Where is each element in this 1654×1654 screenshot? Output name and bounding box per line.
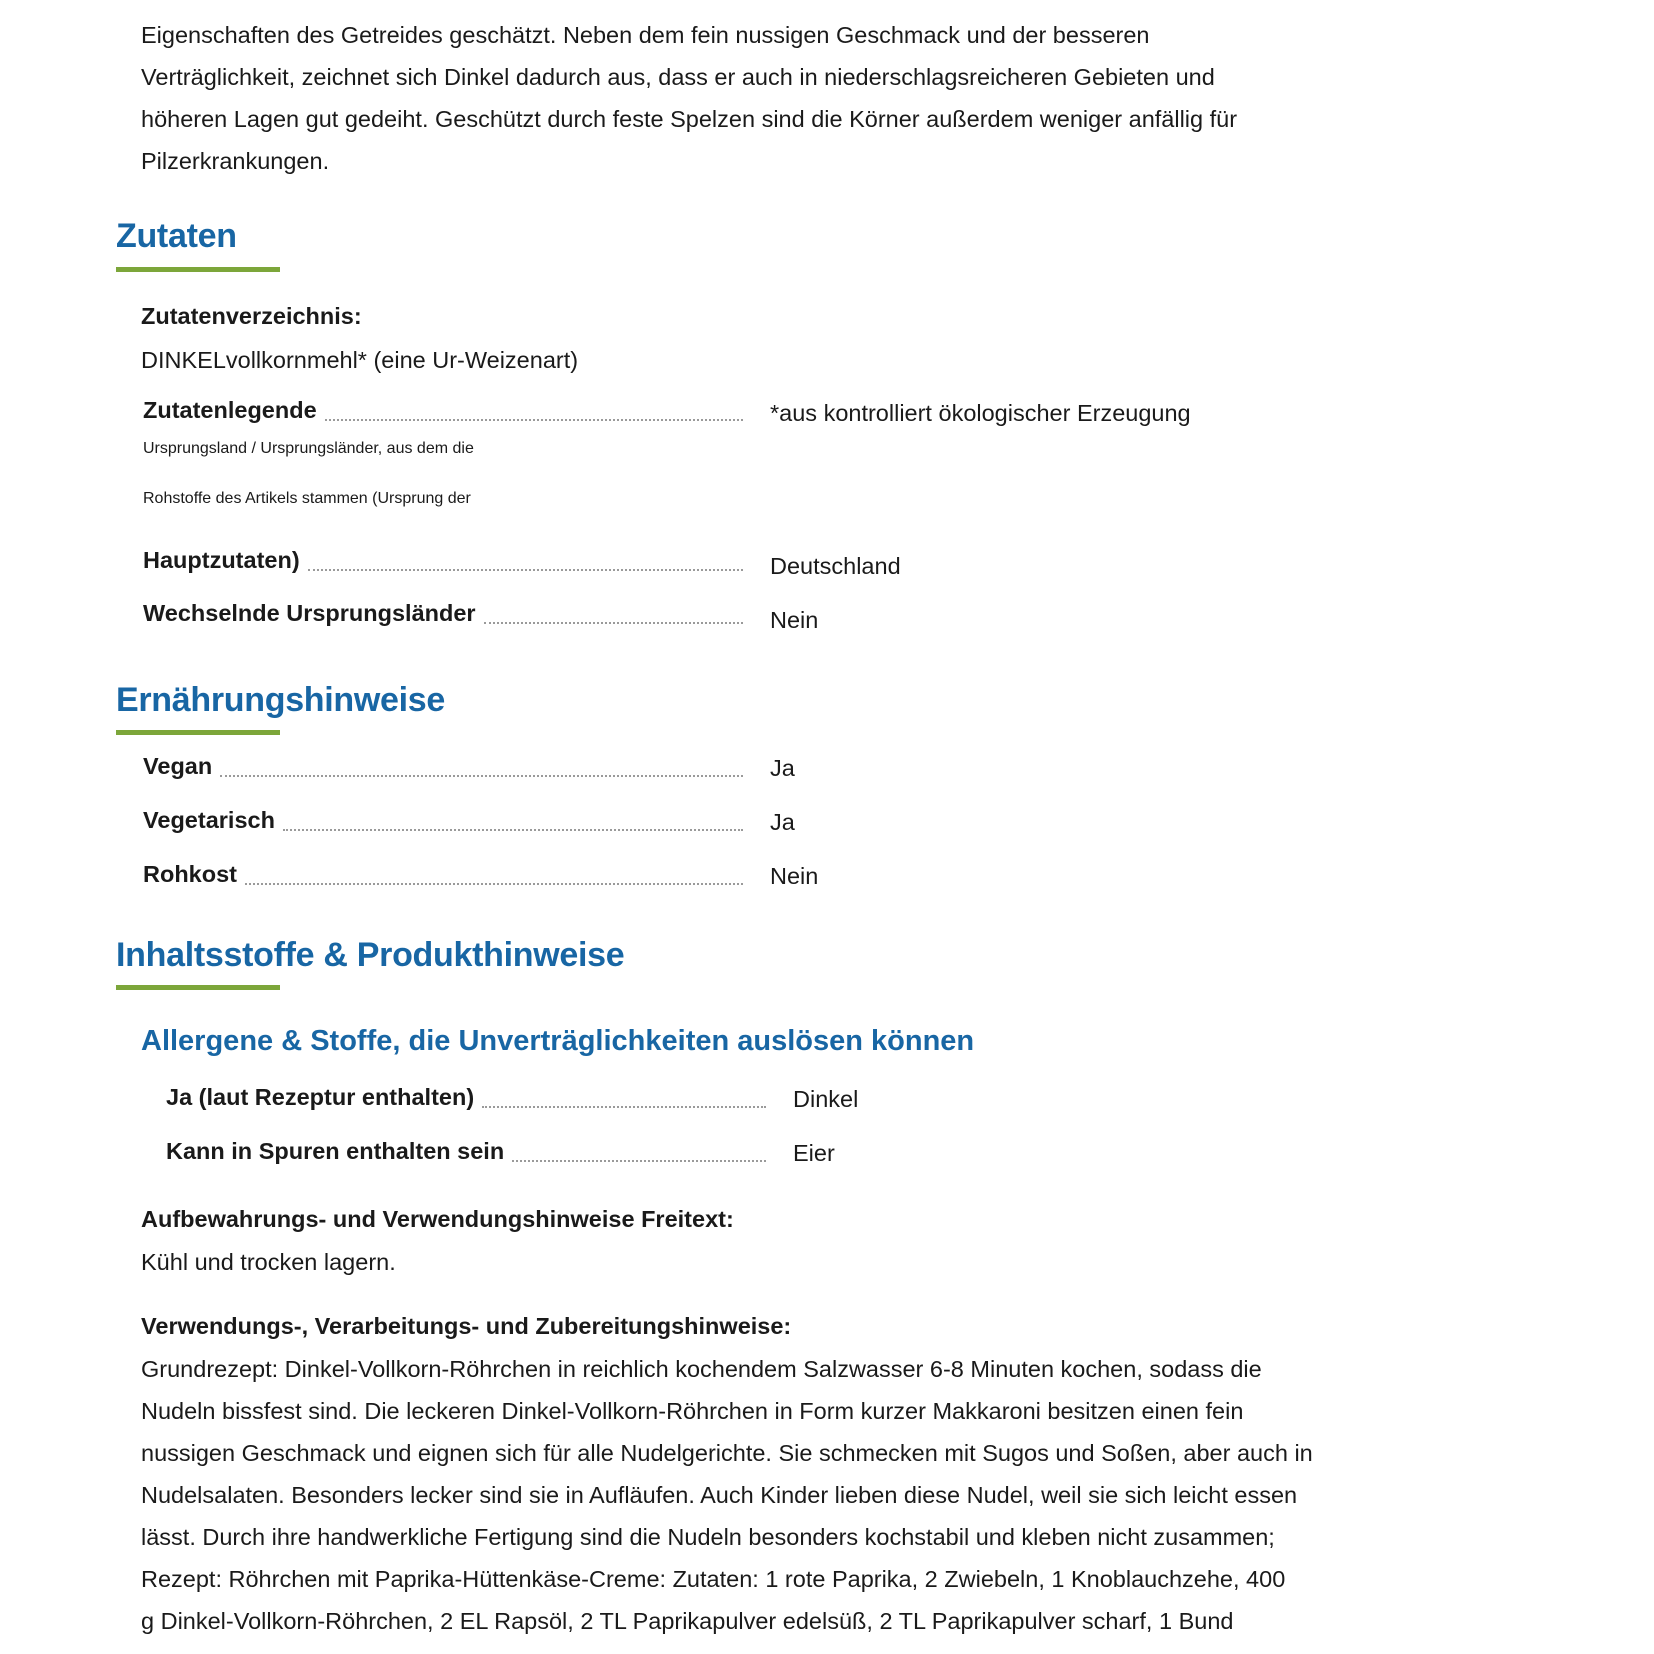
row-label: Vegetarisch xyxy=(143,807,275,833)
intro-line: Verträglichkeit, zeichnet sich Dinkel dadurch aus, dass er auch in niederschlagsreicheren Gebieten und xyxy=(141,64,1215,90)
row-value: Ja xyxy=(770,809,795,835)
row-value: Dinkel xyxy=(793,1086,859,1112)
row-value: Deutschland xyxy=(770,553,901,579)
verwendung-label: Verwendungs-, Verarbeitungs- und Zubereitungshinweise: xyxy=(141,1313,792,1339)
verwendung-line: lässt. Durch ihre handwerkliche Fertigung sind die Nudeln besonders kochstabil und kleben nicht zusammen; xyxy=(141,1524,1275,1550)
aufbewahrung-value: Kühl und trocken lagern. xyxy=(141,1249,396,1275)
dot-leader xyxy=(512,1160,766,1162)
verwendung-line: Grundrezept: Dinkel-Vollkorn-Röhrchen in reichlich kochendem Salzwasser 6-8 Minuten kochen, sodass die xyxy=(141,1356,1262,1382)
section-underline xyxy=(116,267,280,272)
intro-line: Pilzerkrankungen. xyxy=(141,148,330,174)
section-title-inhaltsstoffe: Inhaltsstoffe & Produkthinweise xyxy=(116,936,625,974)
verwendung-line: g Dinkel-Vollkorn-Röhrchen, 2 EL Rapsöl, 2 TL Paprikapulver edelsüß, 2 TL Paprikapulver scharf, 1 Bund xyxy=(141,1608,1234,1634)
row-value: Ja xyxy=(770,755,795,781)
row-label-line: Ursprungsland / Ursprungsländer, aus dem die xyxy=(143,440,474,457)
row-zutatenlegende xyxy=(143,385,743,435)
row-label: Hauptzutaten) xyxy=(143,547,300,573)
row-label-line: Rohstoffe des Artikels stammen (Ursprung der xyxy=(143,490,471,507)
row-label: Rohkost xyxy=(143,861,237,887)
dot-leader xyxy=(482,1106,766,1108)
dot-leader xyxy=(484,622,743,624)
row-vegetarisch xyxy=(143,795,743,845)
row-label: Zutatenlegende xyxy=(143,397,317,423)
verwendung-line: nussigen Geschmack und eignen sich für alle Nudelgerichte. Sie schmecken mit Sugos und Soßen, aber auch in xyxy=(141,1440,1313,1466)
aufbewahrung-label: Aufbewahrungs- und Verwendungshinweise Freitext: xyxy=(141,1206,734,1232)
row-value: Nein xyxy=(770,863,819,889)
dot-leader xyxy=(220,775,743,777)
row-allergene-spuren xyxy=(166,1126,766,1176)
row-value: Nein xyxy=(770,607,819,633)
dot-leader xyxy=(325,419,743,421)
intro-line: höheren Lagen gut gedeiht. Geschützt durch feste Spelzen sind die Körner außerdem weniger anfällig für xyxy=(141,106,1238,132)
intro-line: Eigenschaften des Getreides geschätzt. Neben dem fein nussigen Geschmack und der besseren xyxy=(141,22,1150,48)
row-label: Kann in Spuren enthalten sein xyxy=(166,1138,505,1164)
section-title-ernaehrung: Ernährungshinweise xyxy=(116,681,446,719)
row-label: Wechselnde Ursprungsländer xyxy=(143,600,476,626)
section-underline xyxy=(116,730,280,735)
row-label: Ja (laut Rezeptur enthalten) xyxy=(166,1084,475,1110)
section-title-zutaten: Zutaten xyxy=(116,217,237,255)
row-label: Vegan xyxy=(143,753,213,779)
zutatenverzeichnis-label: Zutatenverzeichnis: xyxy=(141,303,362,329)
section-underline xyxy=(116,985,280,990)
row-value: Eier xyxy=(793,1140,835,1166)
row-ursprungsland-last xyxy=(143,535,743,585)
row-allergene-enthalten xyxy=(166,1072,766,1122)
row-rohkost xyxy=(143,849,743,899)
row-wechselnde-ursprungslaender xyxy=(143,588,743,638)
dot-leader xyxy=(308,569,743,571)
verwendung-line: Rezept: Röhrchen mit Paprika-Hüttenkäse-Creme: Zutaten: 1 rote Paprika, 2 Zwiebeln, 1 Knoblauchzehe, 400 xyxy=(141,1566,1286,1592)
verwendung-line: Nudelsalaten. Besonders lecker sind sie in Aufläufen. Auch Kinder lieben diese Nudel, weil sie sich leicht essen xyxy=(141,1482,1298,1508)
subsection-title-allergene: Allergene & Stoffe, die Unverträglichkeiten auslösen können xyxy=(141,1025,975,1057)
dot-leader xyxy=(283,829,743,831)
zutatenverzeichnis-value: DINKELvollkornmehl* (eine Ur-Weizenart) xyxy=(141,347,579,373)
row-vegan xyxy=(143,741,743,791)
verwendung-line: Nudeln bissfest sind. Die leckeren Dinkel-Vollkorn-Röhrchen in Form kurzer Makkaroni besitzen einen fein xyxy=(141,1398,1244,1424)
row-value: *aus kontrolliert ökologischer Erzeugung xyxy=(770,400,1191,426)
dot-leader xyxy=(245,883,743,885)
